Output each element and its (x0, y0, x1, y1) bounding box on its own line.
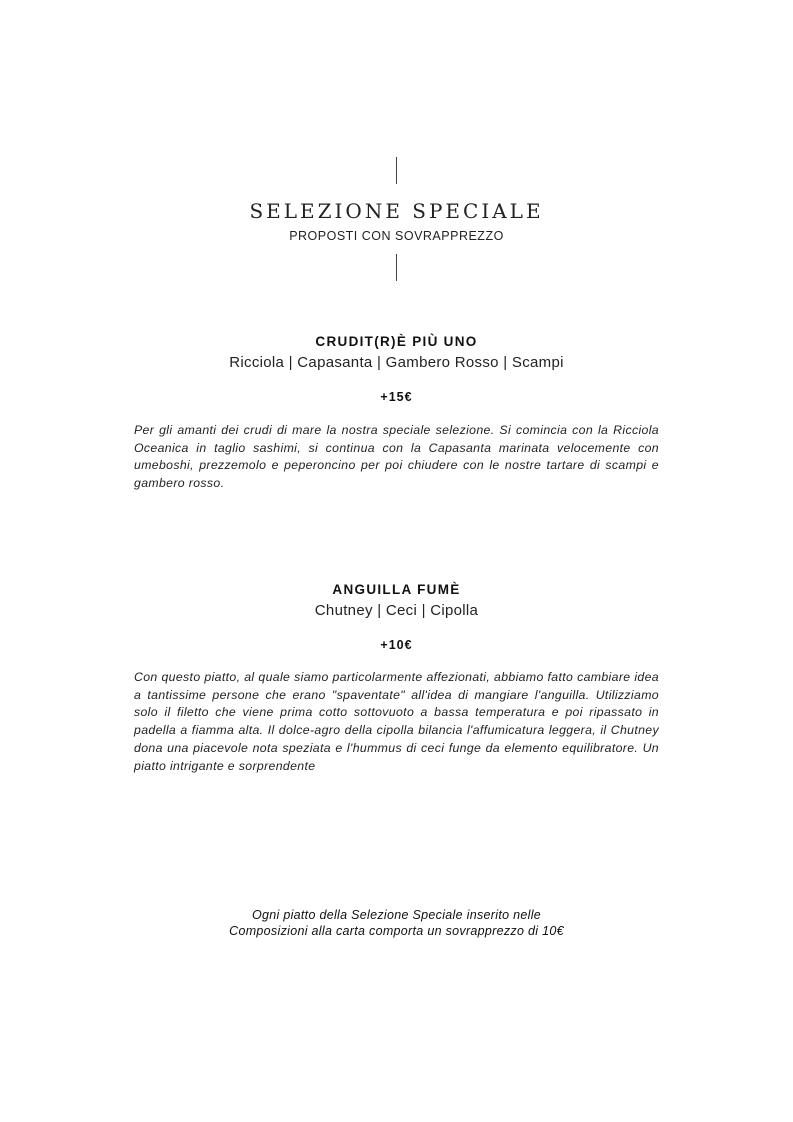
dish-2-price: +10€ (380, 638, 413, 652)
footer-note-line-2: Composizioni alla carta comporta un sovrapprezzo di 10€ (229, 923, 564, 938)
footer-note (0, 908, 793, 939)
footer-note-line-1: Ogni piatto della Selezione Speciale inserito nelle (251, 908, 542, 922)
divider-line-bottom (396, 254, 397, 281)
dish-2-ingredients: Chutney | Ceci | Cipolla (314, 602, 479, 619)
dish-1-price: +15€ (380, 390, 413, 404)
dish-1-ingredients: Ricciola | Capasanta | Gambero Rosso | Scampi (229, 354, 564, 371)
dish-1-description: Per gli amanti dei crudi di mare la nostra speciale selezione. Si comincia con la Ricciola Oceanica in taglio sashimi, si continua con la Capasanta marinata velocemente con umeboshi, prezzemolo e peperoncino per poi chiudere con le nostre tartare di scampi e gambero rosso. (134, 423, 659, 491)
page-subtitle: PROPOSTI CON SOVRAPPREZZO (289, 229, 504, 243)
dish-1-name: CRUDIT(R)È PIÙ UNO (315, 334, 478, 349)
page-title: SELEZIONE SPECIALE (249, 199, 544, 223)
dish-2-description: Con questo piatto, al quale siamo particolarmente affezionati, abbiamo fatto cambiare idea a tantissime persone che erano "spaventate" all'idea di mangiare l'anguilla. Utilizziamo solo il filetto che viene prima cotto sottovuoto a bassa temperatura e poi ripassato in padella a fiamma alta. Il dolce-agro della cipolla bilancia l'affumicatura leggera, il Chutney dona una piacevole nota speziata e l'hummus di ceci funge da elemento equilibratore. Un piatto intrigante e sorprendente (134, 670, 659, 773)
dish-2-name: ANGUILLA FUMÈ (332, 582, 461, 597)
divider-line-top (396, 157, 397, 184)
